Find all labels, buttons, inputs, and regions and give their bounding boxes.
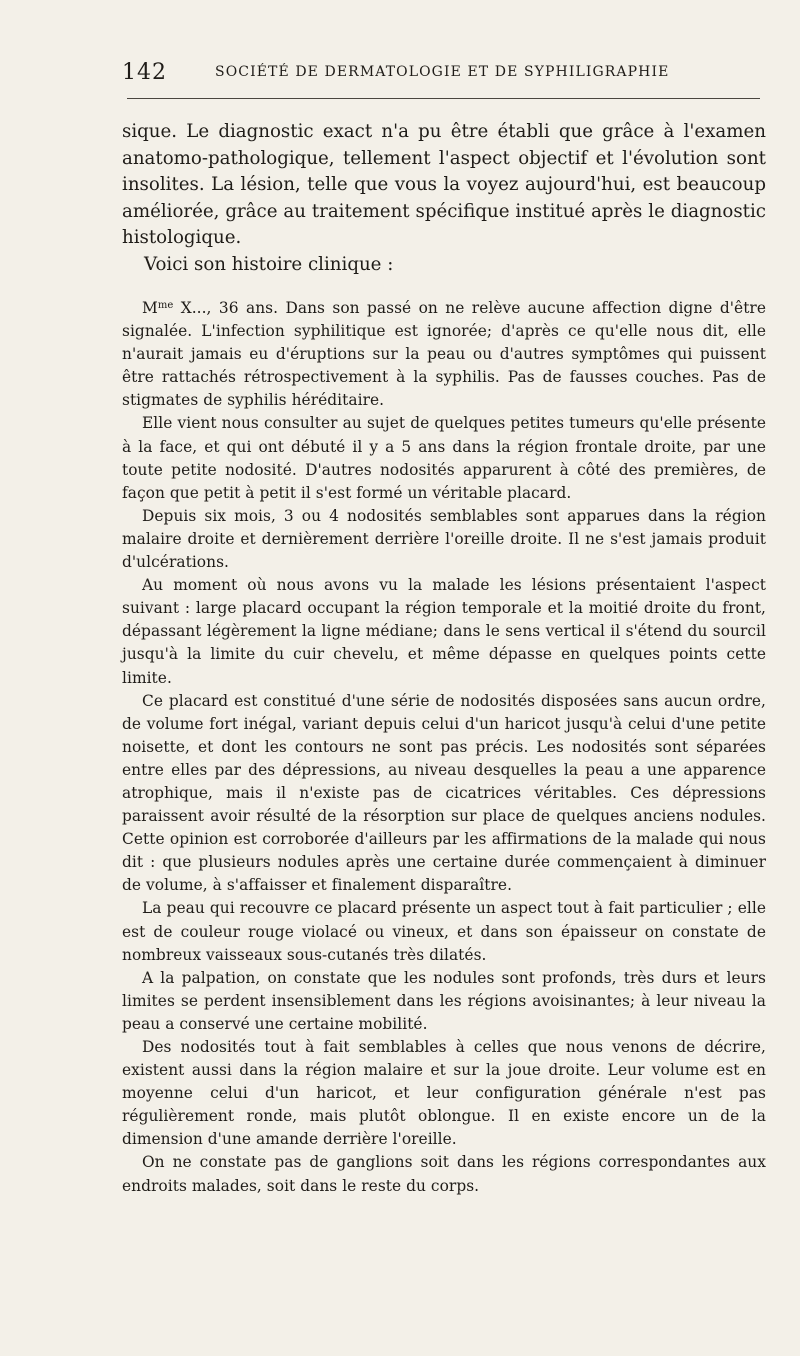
case-paragraph: Depuis six mois, 3 ou 4 nodosités semblables sont apparues dans la région malaire droite et dernièrement derrière l'oreille droite. Il ne s'est jamais produit d'ulcérations. (122, 506, 766, 572)
header-rule (127, 98, 760, 99)
patient-prefix: M (142, 299, 158, 317)
case-paragraph: Ce placard est constitué d'une série de nodosités disposées sans aucun ordre, de volume fort inégal, variant depuis celui d'un haricot jusqu'à celui d'une petite noisette, et dont les contours ne sont pas précis. Les nodosités sont séparées entre elles par des dépressions, au niveau desquelles la peau a une apparence atrophique, mais il n'existe pas de cicatrices véritables. Ces dépressions paraissent avoir résulté de la résorption sur place de quelques anciens nodules. Cette opinion est corroborée d'ailleurs par les affirmations de la malade qui nous dit : que plusieurs nodules après une certaine durée commençaient à diminuer de volume, à s'affaisser et finalement disparaître. (122, 691, 766, 895)
case-report (122, 297, 766, 1198)
intro-paragraph: sique. Le diagnostic exact n'a pu être établi que grâce à l'examen anatomo-pathologique, tellement l'aspect objectif et l'évolution sont insolites. La lésion, telle que vous la voyez aujourd'hui, est beaucoup améliorée, grâce au traitement spécifique institué après le diagnostic histologique. (122, 121, 766, 248)
page-header (122, 60, 766, 88)
case-paragraph-text: X..., 36 ans. Dans son passé on ne relève aucune affection digne d'être signalée. L'infection syphilitique est ignorée; d'après ce qu'elle nous dit, elle n'aurait jamais eu d'éruptions sur la peau ou d'autres symptômes qui puissent être rattachés rétrospectivement à la syphilis. Pas de fausses couches. Pas de stigmates de syphilis héréditaire. (122, 299, 766, 410)
case-paragraph: On ne constate pas de ganglions soit dans les régions correspondantes aux endroits malades, soit dans le reste du corps. (122, 1153, 766, 1195)
case-paragraph: Elle vient nous consulter au sujet de quelques petites tumeurs qu'elle présente à la face, et qui ont débuté il y a 5 ans dans la région frontale droite, par une toute petite nodosité. D'autres nodosités apparurent à côté des premières, de façon que petit à petit il s'est formé un véritable placard. (122, 414, 766, 502)
page-number: 142 (122, 60, 167, 85)
patient-superscript: me (157, 300, 174, 311)
case-paragraph: Des nodosités tout à fait semblables à celles que nous venons de décrire, existent aussi dans la région malaire et sur la joue droite. Leur volume est en moyenne celui d'un haricot, et leur configuration générale n'est pas régulièrement ronde, mais plutôt oblongue. Il en existe encore un de la dimension d'une amande derrière l'oreille. (122, 1038, 766, 1149)
case-paragraph: A la palpation, on constate que les nodules sont profonds, très durs et leurs limites se perdent insensiblement dans les régions avoisinantes; à leur niveau la peau a conservé une certaine mobilité. (122, 968, 766, 1033)
intro-text (122, 119, 766, 278)
intro-paragraph: Voici son histoire clinique : (144, 253, 394, 275)
running-title: SOCIÉTÉ DE DERMATOLOGIE ET DE SYPHILIGRAPHIE (215, 64, 670, 80)
case-paragraph (122, 297, 766, 412)
case-paragraph: Au moment où nous avons vu la malade les lésions présentaient l'aspect suivant : large placard occupant la région temporale et la moitié droite du front, dépassant légèrement la ligne médiane; dans le sens vertical il s'étend du sourcil jusqu'à la limite du cuir chevelu, et même dépasse en quelques points cette limite. (122, 576, 766, 687)
case-paragraph: La peau qui recouvre ce placard présente un aspect tout à fait particulier ; elle est de couleur rouge violacé ou vineux, et dans son épaisseur on constate de nombreux vaisseaux sous-cutanés très dilatés. (122, 899, 766, 964)
